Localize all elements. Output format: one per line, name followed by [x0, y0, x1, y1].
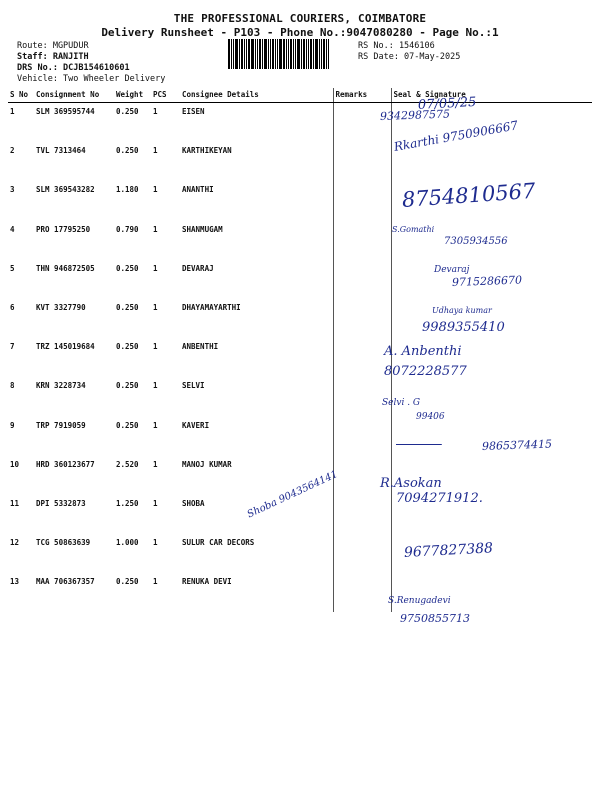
cell-consignment: KRN 3228734	[36, 381, 86, 391]
cell-remarks	[333, 260, 391, 299]
cell-pcs: 1	[153, 420, 158, 430]
cell-sno: 3	[10, 185, 15, 195]
staff-label: Staff: RANJITH	[17, 52, 89, 62]
route-label: Route: MGPUDUR	[17, 41, 89, 51]
cell-sno: 13	[10, 577, 20, 587]
cell-remarks	[333, 573, 391, 612]
cell-pcs: 1	[153, 459, 158, 469]
cell-weight: 0.250	[116, 302, 139, 312]
cell-weight: 0.250	[116, 342, 139, 352]
col-consignment: Consignment No	[34, 88, 114, 103]
col-pcs: PCS	[151, 88, 180, 103]
col-weight: Weight	[114, 88, 151, 103]
signature-text: S.Renugadevi	[388, 596, 451, 606]
signature-text: Rkarthi 9750906667	[392, 118, 520, 154]
cell-consignee: ANANTHI	[180, 181, 333, 220]
table-row	[8, 534, 592, 573]
signature-text: 9342987575	[379, 107, 451, 123]
cell-consignee: SULUR CAR DECORS	[180, 534, 333, 573]
cell-weight: 0.250	[116, 107, 139, 116]
cell-consignment: SLM 369543282	[36, 185, 95, 195]
cell-consignment: THN 946872505	[36, 263, 95, 273]
col-sno: S No	[8, 88, 34, 103]
cell-sno: 2	[10, 146, 15, 156]
cell-remarks	[333, 299, 391, 338]
cell-pcs: 1	[153, 146, 158, 156]
runsheet-table	[8, 88, 592, 612]
cell-pcs: 1	[153, 107, 158, 116]
cell-remarks	[333, 417, 391, 456]
cell-weight: 0.250	[116, 577, 139, 587]
cell-consignment: PRO 17795250	[36, 224, 91, 234]
col-remarks: Remarks	[333, 88, 391, 103]
cell-weight: 0.790	[116, 224, 139, 234]
cell-weight: 0.250	[116, 146, 139, 156]
cell-sno: 10	[10, 459, 20, 469]
signature-text: 99406	[416, 412, 445, 422]
cell-remarks	[333, 377, 391, 416]
cell-pcs: 1	[153, 498, 158, 508]
cell-signature	[391, 377, 592, 416]
cell-consignee: SHANMUGAM	[180, 221, 333, 260]
cell-sno: 8	[10, 381, 15, 391]
cell-consignment: TCG 50863639	[36, 538, 91, 548]
cell-consignment: SLM 369595744	[36, 107, 95, 116]
cell-sno: 1	[10, 107, 15, 116]
signature-text: R.Asokan	[380, 476, 442, 491]
table-header-row	[8, 88, 592, 103]
cell-consignee: DHAYAMAYARTHI	[180, 299, 333, 338]
table-row	[8, 495, 592, 534]
cell-remarks	[333, 221, 391, 260]
cell-consignee: SELVI	[180, 377, 333, 416]
cell-consignee: KARTHIKEYAN	[180, 142, 333, 181]
cell-pcs: 1	[153, 342, 158, 352]
rs-date: RS Date: 07-May-2025	[358, 52, 461, 62]
signature-scribble	[396, 437, 442, 451]
cell-weight: 1.250	[116, 498, 139, 508]
signature-text: 8072228577	[384, 364, 467, 379]
table-row	[8, 142, 592, 181]
cell-consignment: TRZ 145019684	[36, 342, 95, 352]
cell-remarks	[333, 495, 391, 534]
signature-text: Devaraj	[434, 265, 470, 275]
cell-consignee: MANOJ KUMAR	[180, 456, 333, 495]
cell-sno: 12	[10, 538, 20, 548]
cell-weight: 1.000	[116, 538, 139, 548]
table-row	[8, 573, 592, 612]
signature-text: A. Anbenthi	[384, 344, 462, 359]
cell-weight: 0.250	[116, 420, 139, 430]
cell-weight: 0.250	[116, 381, 139, 391]
cell-sno: 4	[10, 224, 15, 234]
cell-remarks	[333, 338, 391, 377]
signature-text: 07/05/25	[417, 94, 477, 113]
signature-text: 9715286670	[451, 273, 523, 289]
signature-text: 9750855713	[400, 612, 470, 625]
cell-consignee: KAVERI	[180, 417, 333, 456]
cell-weight: 0.250	[116, 263, 139, 273]
cell-sno: 7	[10, 342, 15, 352]
signature-text: Shoba 9043564141	[245, 468, 340, 521]
cell-pcs: 1	[153, 381, 158, 391]
signature-text: 7094271912.	[396, 491, 483, 506]
cell-remarks	[333, 181, 391, 220]
cell-consignment: TRP 7919059	[36, 420, 86, 430]
table-row	[8, 377, 592, 416]
cell-sno: 5	[10, 263, 15, 273]
rs-number: RS No.: 1546106	[358, 41, 435, 51]
cell-pcs: 1	[153, 263, 158, 273]
col-consignee: Consignee Details	[180, 88, 333, 103]
cell-consignee: SHOBA	[180, 495, 333, 534]
cell-pcs: 1	[153, 224, 158, 234]
cell-consignment: MAA 706367357	[36, 577, 95, 587]
cell-remarks	[333, 142, 391, 181]
runsheet-subtitle: Delivery Runsheet - P103 - Phone No.:9047080280 - Page No.:1	[101, 26, 499, 39]
cell-consignment: DPI 5332873	[36, 498, 86, 508]
signature-text: Selvi . G	[382, 398, 421, 408]
drs-label: DRS No.: DCJB154610601	[17, 63, 130, 73]
cell-consignee: DEVARAJ	[180, 260, 333, 299]
barcode	[228, 39, 348, 69]
cell-remarks	[333, 534, 391, 573]
table-row	[8, 338, 592, 377]
col-signature: Seal & Signature	[391, 88, 592, 103]
cell-consignment: KVT 3327790	[36, 302, 86, 312]
cell-consignee: ANBENTHI	[180, 338, 333, 377]
signature-text: 9677827388	[403, 540, 494, 561]
cell-weight: 2.520	[116, 459, 139, 469]
signature-text: 7305934556	[444, 236, 508, 247]
vehicle-label: Vehicle: Two Wheeler Delivery	[17, 74, 166, 84]
cell-signature	[391, 573, 592, 612]
cell-consignee: RENUKA DEVI	[180, 573, 333, 612]
cell-consignment: HRD 360123677	[36, 459, 95, 469]
cell-sno: 9	[10, 420, 15, 430]
cell-pcs: 1	[153, 302, 158, 312]
cell-pcs: 1	[153, 577, 158, 587]
cell-sno: 6	[10, 302, 15, 312]
cell-sno: 11	[10, 498, 20, 508]
signature-text: 8754810567	[401, 178, 537, 212]
cell-pcs: 1	[153, 185, 158, 195]
signature-text: Udhaya kumar	[432, 306, 492, 315]
signature-text: S.Gomathi	[392, 225, 435, 234]
cell-weight: 1.180	[116, 185, 139, 195]
cell-consignee: EISEN	[180, 103, 333, 143]
cell-consignment: TVL 7313464	[36, 146, 86, 156]
company-title: THE PROFESSIONAL COURIERS, COIMBATORE	[173, 12, 427, 25]
cell-pcs: 1	[153, 538, 158, 548]
signature-text: 9989355410	[422, 320, 505, 335]
signature-text: 9865374415	[481, 437, 553, 453]
